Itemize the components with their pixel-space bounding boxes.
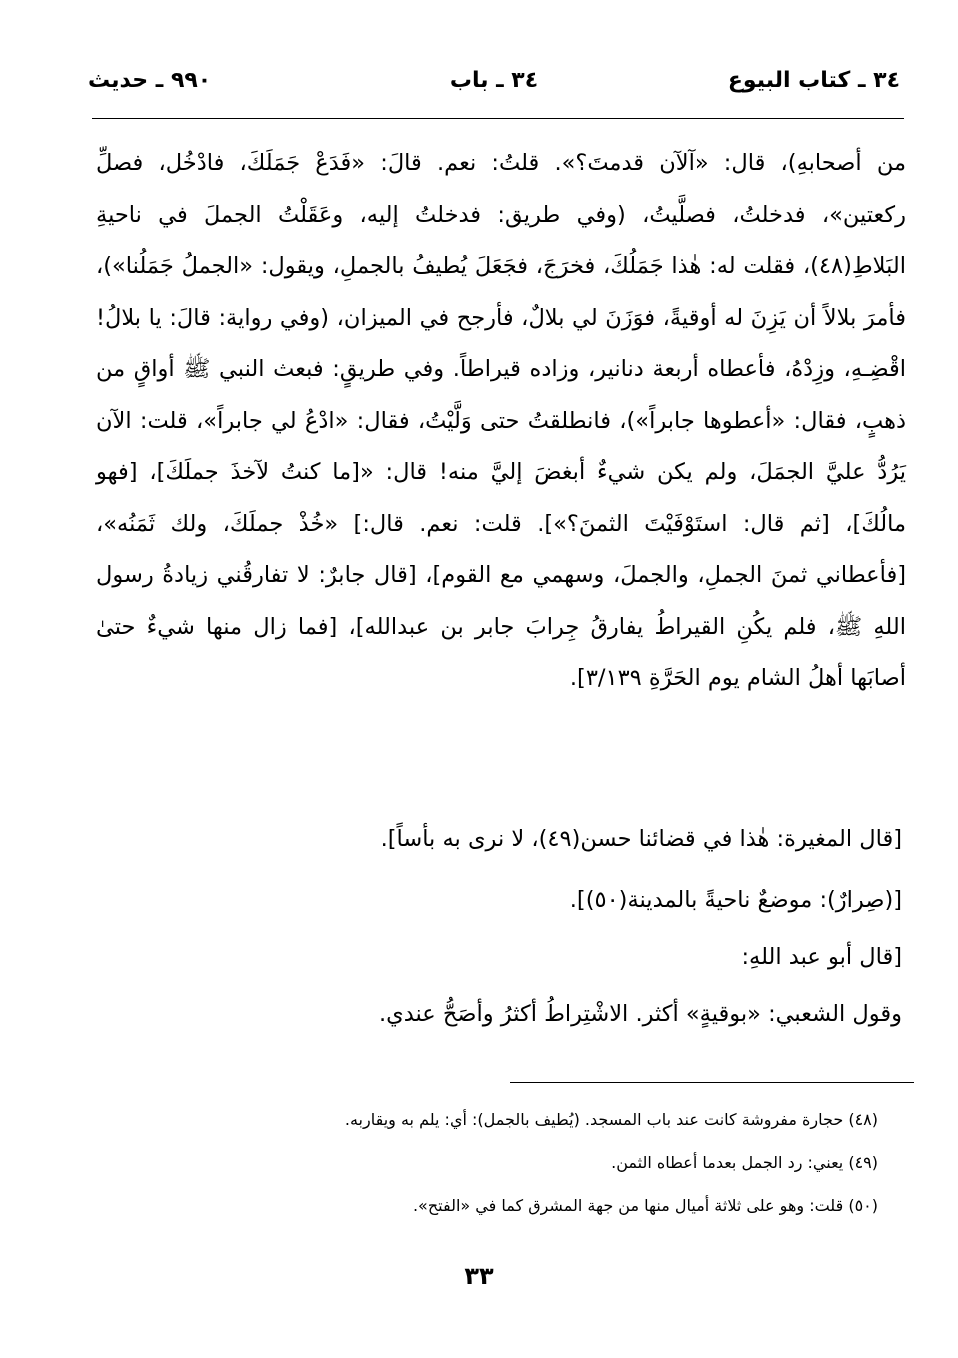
header-rule	[92, 118, 904, 119]
footnote-rule	[510, 1082, 914, 1083]
note-line-3: [قال أبو عبد اللهِ:	[741, 944, 902, 970]
note-line-1: [قال المغيرة: هٰذا في قضائنا حسن(٤٩)، لا نرى به بأساً].	[380, 826, 902, 852]
footnote-50: (٥٠) قلت: وهو على ثلاثة أميال منها من جهة المشرق كما في «الفتح».	[412, 1196, 878, 1215]
hadith-number: ٩٩٠ ـ حديث	[88, 68, 212, 93]
hadith-paragraph: من أصحابهِ)، قال: «آلآن قدمتَ؟». قلتُ: نعم. قالَ: «فَدَعْ جَمَلَكَ، فادْخُل، فصلِّ ركعتين»، فدخلتُ، فصلَّيتُ، (وفي طريق: فدخلتُ إليه، وعَقَلْتُ الجملَ في ناحيةِ البَلاطِ(٤٨)، فقلت له: هٰذا جَمَلُكَ، فخرَجَ، فجَعَلَ يُطيفُ بالجملِ، ويقول: «الجملُ جَمَلُنا»)، فأمرَ بلالاً أن يَزِنَ له أوقيةً، فوَزَنَ لي بلالٌ، فأرجح في الميزان، (وفي رواية: قالَ: يا بلالُ! اقْضِـهِ، وزِدْهُ، فأعطاه أربعة دنانير، وزاده قيراطاً. وفي طريقٍ: فبعث النبي ﷺ أواقٍ من ذهبٍ، فقال: «أعطوها جابراً»)، فانطلقتُ حتى وَلَّيْتُ، فقال: «ادْعُ لي جابراً»، قلت: الآن يَرُدُّ عليَّ الجمَلَ، ولم يكن شيءٌ أبغضَ إليَّ منه! قال: «[ما كنتُ لآخذَ جملَكَ]، [فهو مالُكَ]، [ثم قال: استَوْفَيْتَ الثمنَ؟»]. قلت: نعم. قال:] «خُذْ جملَكَ، ولك ثَمَنُه»، [فأعطاني ثمنَ الجملِ، والجملَ، وسهمي مع القوم]، [قال جابرٌ: لا تفارقُني زيادةُ رسول اللهِ ﷺ، فلم يكُنِ القيراطُ يفارقُ جِرابَ جابر بن عبدالله]، [فما زال منها شيءٌ حتىٰ أصابَها أهلُ الشام يوم الحَرَّةِ ٣/١٣٩].	[96, 150, 906, 691]
note-line-2: [(صِرارٌ): موضعٌ ناحيةً بالمدينة(٥٠)].	[569, 887, 902, 913]
footnote-49: (٤٩) يعني: رد الجمل بعدما أعطاه الثمن.	[611, 1153, 878, 1172]
section-title: ٣٤ ـ باب	[449, 68, 539, 93]
chapter-title: ٣٤ ـ كتاب البيوع	[727, 68, 900, 93]
running-header	[88, 62, 900, 106]
page-number: ٣٣	[464, 1262, 494, 1290]
footnote-48: (٤٨) حجارة مفروشة كانت عند باب المسجد. (يُطيف بالجمل): أي: يلم به ويقاربه.	[344, 1110, 878, 1129]
note-line-4: وقول الشعبي: «بوقيةٍ» أكثر. الاشْتِراطُ أكثرُ وأصَحُّ عندي.	[378, 1001, 902, 1027]
main-text	[96, 138, 906, 705]
